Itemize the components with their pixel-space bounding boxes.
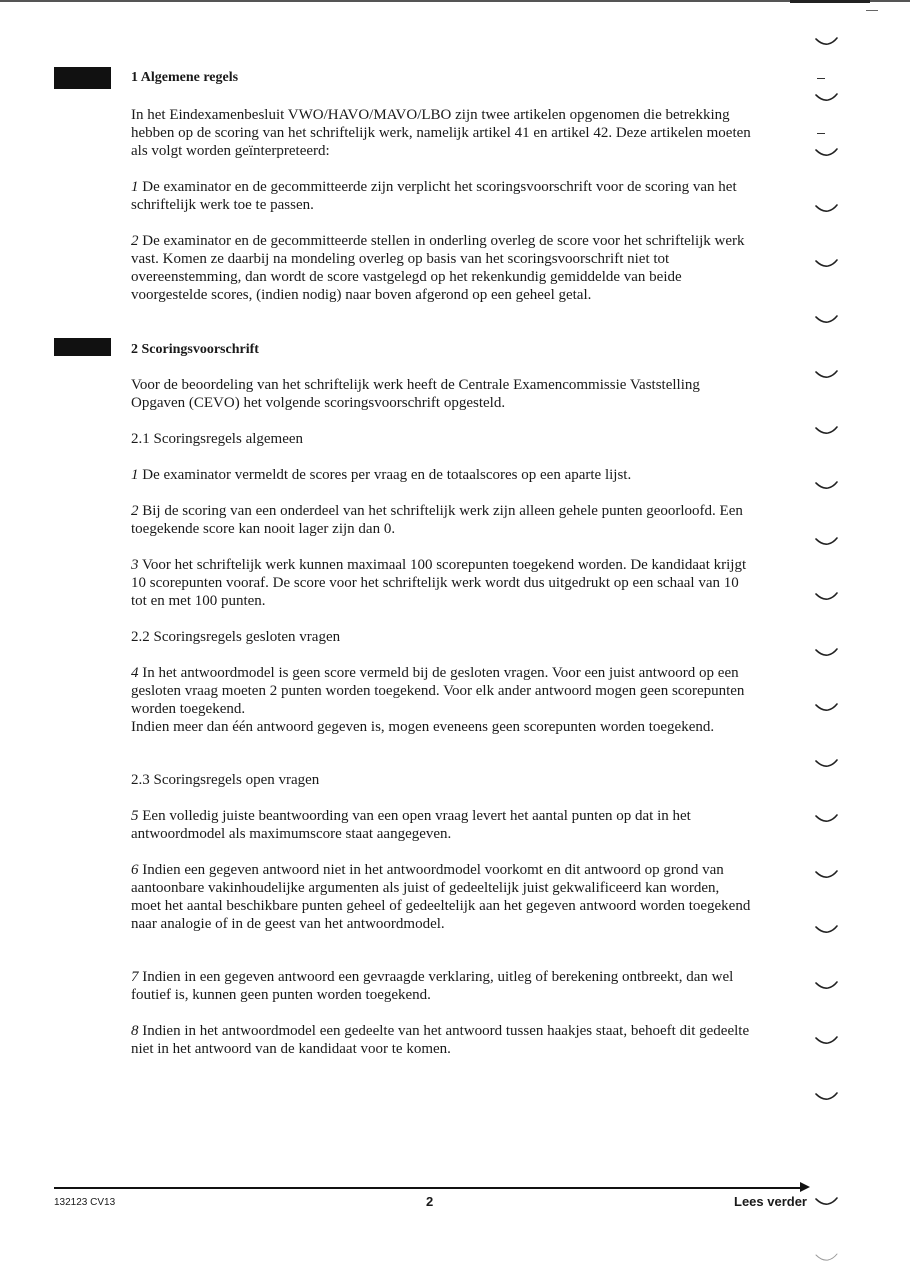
rule-paragraph — [131, 502, 751, 538]
document-code: 132123 CV13 — [54, 1197, 116, 1208]
rule-text: De examinator en de gecommitteerde stellen in onderling overleg de score voor het schriftelijk werk vast. Komen ze daarbij na mondeling overleg op basis van het scoringsvoorschrift niet tot overeenstemming, dan wordt de score vastgelegd op het rekenkundig gemiddelde van beide voorgestelde scores, (indien nodig) naar boven afgerond op een geheel getal. — [131, 233, 745, 303]
section-heading: 2 Scoringsvoorschrift — [131, 342, 259, 357]
rule-paragraph — [131, 968, 751, 1004]
margin-check-mark — [814, 702, 840, 714]
margin-check-mark — [814, 1252, 840, 1264]
margin-check-mark — [814, 203, 840, 215]
rule-paragraph — [131, 556, 751, 610]
rule-paragraph — [131, 664, 751, 736]
rule-text: Indien in het antwoordmodel een gedeelte van het antwoord tussen haakjes staat, behoeft dit gedeelte niet in het antwoord van de kandidaat voor te komen. — [131, 1023, 750, 1057]
rule-number: 8 — [131, 1023, 139, 1039]
margin-check-mark — [814, 924, 840, 936]
margin-check-mark — [814, 980, 840, 992]
rule-paragraph — [131, 178, 751, 214]
top-border-line — [0, 0, 910, 2]
rule-paragraph — [131, 807, 751, 843]
rule-text-continued: Indien meer dan één antwoord gegeven is, mogen eveneens geen scorepunten worden toegekend. — [131, 719, 715, 735]
rule-paragraph — [131, 466, 751, 484]
margin-check-mark — [814, 1196, 840, 1208]
margin-check-mark — [814, 647, 840, 659]
continue-label: Lees verder — [734, 1194, 807, 1209]
rule-number: 1 — [131, 179, 139, 195]
rule-number: 2 — [131, 233, 139, 249]
rule-paragraph — [131, 232, 751, 304]
subsection-heading: 2.2 Scoringsregels gesloten vragen — [131, 629, 341, 645]
margin-check-mark — [814, 591, 840, 603]
margin-check-mark — [814, 869, 840, 881]
rule-text: Indien een gegeven antwoord niet in het antwoordmodel voorkomt en dit antwoord op grond van aantoonbare vakinhoudelijke argumenten als juist of gedeeltelijk juist gekwalificeerd kan worden, moet het aantal beschikbare punten geheel of gedeeltelijk aan het gegeven antwoord worden toegekend naar analogie of in de geest van het antwoordmodel. — [131, 862, 751, 932]
rule-text: Een volledig juiste beantwoording van een open vraag levert het aantal punten op dat in het antwoordmodel als maximumscore staat aangegeven. — [131, 808, 691, 842]
page-number: 2 — [426, 1194, 434, 1209]
rule-paragraph — [131, 861, 751, 933]
intro-paragraph: Voor de beoordeling van het schriftelijk werk heeft de Centrale Examencommissie Vaststelling Opgaven (CEVO) het volgende scoringsvoorschrift opgesteld. — [131, 377, 700, 411]
rule-number: 2 — [131, 503, 139, 519]
arrow-right-icon — [800, 1182, 810, 1192]
rule-text: Indien in een gegeven antwoord een gevraagde verklaring, uitleg of berekening ontbreekt, dan wel foutief is, kunnen geen punten worden toegekend. — [131, 969, 734, 1003]
margin-dash — [817, 78, 825, 79]
margin-check-mark — [814, 813, 840, 825]
margin-dash — [817, 133, 825, 134]
margin-check-mark — [814, 758, 840, 770]
intro-paragraph: In het Eindexamenbesluit VWO/HAVO/MAVO/LBO zijn twee artikelen opgenomen die betrekking hebben op de scoring van het schriftelijk werk, namelijk artikel 41 en artikel 42. Deze artikelen moeten als volgt worden geïnterpreteerd: — [131, 107, 751, 159]
margin-check-mark — [814, 536, 840, 548]
margin-check-mark — [814, 258, 840, 270]
rule-paragraph — [131, 1022, 751, 1058]
footer-rule — [54, 1187, 802, 1189]
margin-check-mark — [814, 147, 840, 159]
margin-check-mark — [814, 425, 840, 437]
section-marker — [54, 338, 111, 356]
margin-check-mark — [814, 36, 840, 48]
rule-number: 5 — [131, 808, 139, 824]
rule-number: 3 — [131, 557, 139, 573]
rule-number: 7 — [131, 969, 139, 985]
top-border-accent — [790, 0, 870, 3]
rule-text: Bij de scoring van een onderdeel van het schriftelijk werk zijn alleen gehele punten geoorloofd. Een toegekende score kan nooit lager zijn dan 0. — [131, 503, 743, 537]
rule-text: De examinator vermeldt de scores per vraag en de totaalscores op een aparte lijst. — [142, 467, 632, 483]
rule-text: In het antwoordmodel is geen score vermeld bij de gesloten vragen. Voor een juist antwoord op een gesloten vraag moeten 2 punten worden toegekend. Voor elk ander antwoord mogen geen scorepunten worden toegekend. — [131, 665, 745, 717]
rule-text: Voor het schriftelijk werk kunnen maximaal 100 scorepunten toegekend worden. De kandidaat krijgt 10 scorepunten vooraf. De score voor het schriftelijk werk wordt dus uitgedrukt op een schaal van 10 tot en met 100 punten. — [131, 557, 747, 609]
margin-check-mark — [814, 1091, 840, 1103]
rule-text: De examinator en de gecommitteerde zijn verplicht het scoringsvoorschrift voor de scoring van het schriftelijk werk toe te passen. — [131, 179, 737, 213]
rule-number: 4 — [131, 665, 139, 681]
margin-check-mark — [814, 314, 840, 326]
rule-number: 6 — [131, 862, 139, 878]
rule-number: 1 — [131, 467, 139, 483]
subsection-heading: 2.3 Scoringsregels open vragen — [131, 772, 320, 788]
margin-check-mark — [814, 1035, 840, 1047]
section-marker — [54, 67, 111, 89]
subsection-heading: 2.1 Scoringsregels algemeen — [131, 431, 304, 447]
margin-check-mark — [814, 369, 840, 381]
section-heading: 1 Algemene regels — [131, 70, 239, 85]
corner-dash — [866, 10, 878, 11]
margin-check-mark — [814, 480, 840, 492]
margin-check-mark — [814, 92, 840, 104]
